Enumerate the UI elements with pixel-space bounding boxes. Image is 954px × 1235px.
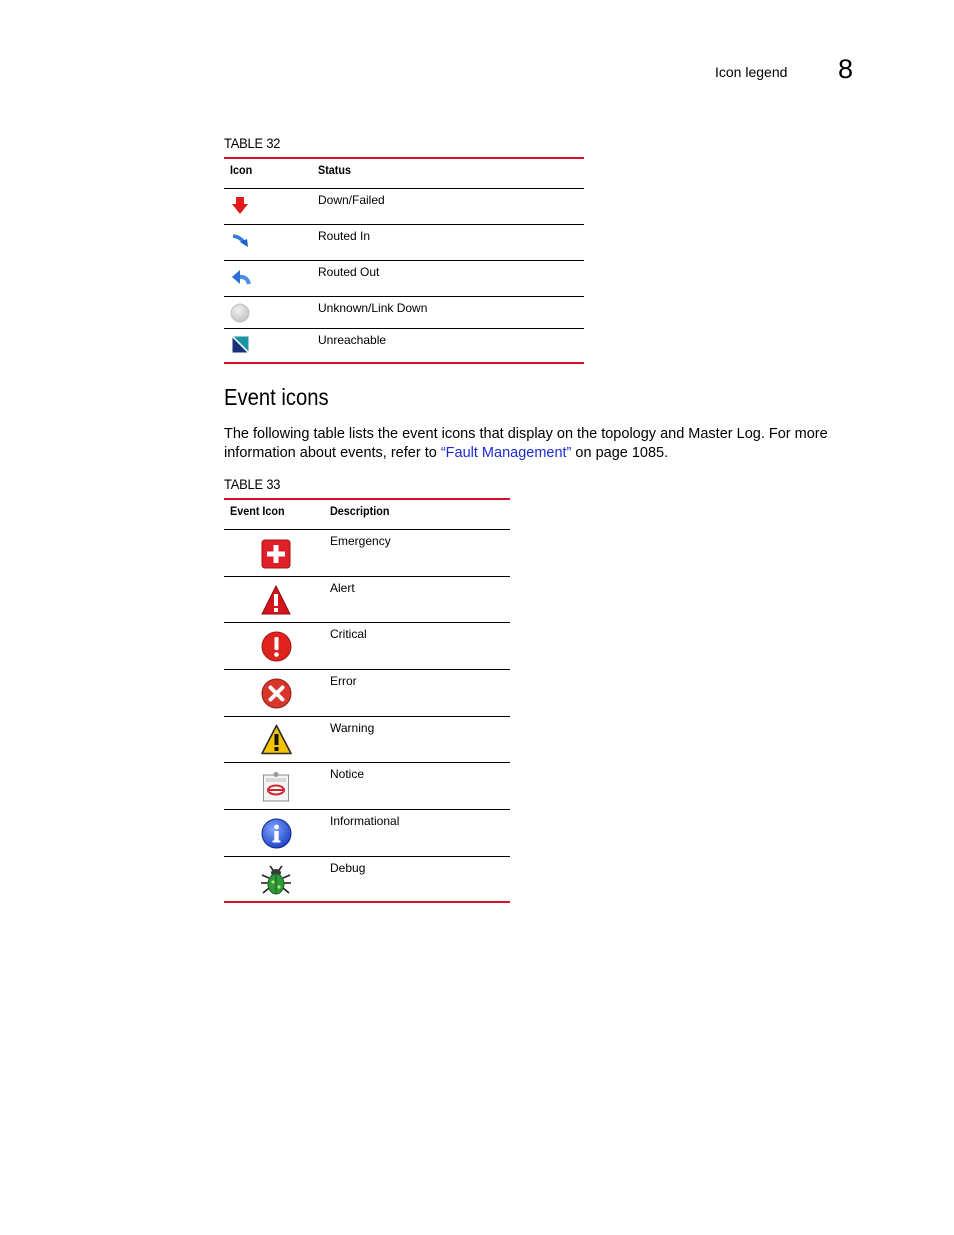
table-row <box>224 224 584 260</box>
paragraph-text: The following table lists the event icons that display on the topology and Master Log. For more information about events, refer to <box>224 426 828 461</box>
status-label: Routed In <box>318 228 371 243</box>
description-label: Warning <box>330 720 375 735</box>
fault-management-link[interactable]: “Fault Management” <box>440 445 572 461</box>
teal-unreachable-square-icon <box>232 336 249 353</box>
table-row <box>224 622 510 669</box>
table-33-header-icon: Event Icon <box>230 504 285 518</box>
blue-routed-in-arrow-icon <box>232 234 250 250</box>
table-row <box>224 856 510 902</box>
table-row <box>224 188 584 224</box>
warning-triangle-icon <box>261 724 292 755</box>
chapter-number: 8 <box>838 54 854 84</box>
table-32 <box>224 157 584 364</box>
table-row <box>224 716 510 762</box>
alert-triangle-icon <box>261 585 291 615</box>
table-row <box>224 328 584 363</box>
emergency-plus-icon <box>261 539 291 569</box>
table-33-header-row <box>224 499 510 529</box>
error-x-icon <box>261 678 292 709</box>
red-down-arrow-icon <box>231 196 249 216</box>
description-label: Debug <box>330 860 366 875</box>
table-row <box>224 809 510 856</box>
body-paragraph <box>224 425 849 463</box>
table-32-header-status: Status <box>318 163 352 177</box>
table-row <box>224 296 584 328</box>
description-label: Informational <box>330 813 400 828</box>
table-33-header-description: Description <box>330 504 390 518</box>
status-label: Down/Failed <box>318 192 385 207</box>
table-row <box>224 576 510 622</box>
description-label: Alert <box>330 580 355 595</box>
description-label: Error <box>330 673 357 688</box>
description-label: Emergency <box>330 533 391 548</box>
blue-routed-out-arrow-icon <box>231 269 251 286</box>
status-label: Unknown/Link Down <box>318 300 428 315</box>
table-32-header-icon: Icon <box>230 163 253 177</box>
notice-clipboard-icon <box>262 771 290 802</box>
table-row <box>224 669 510 716</box>
section-title: Event icons <box>224 384 329 410</box>
table-row <box>224 529 510 576</box>
description-label: Critical <box>330 626 367 641</box>
critical-exclamation-icon <box>261 631 292 662</box>
status-label: Routed Out <box>318 264 380 279</box>
status-label: Unreachable <box>318 332 387 347</box>
info-circle-icon <box>261 818 292 849</box>
table-32-caption: TABLE 32 <box>224 135 281 151</box>
description-label: Notice <box>330 766 365 781</box>
debug-bug-icon <box>260 865 292 897</box>
gray-circle-icon <box>230 303 250 323</box>
table-row <box>224 260 584 296</box>
running-header-title: Icon legend <box>715 64 788 80</box>
table-32-header-row <box>224 158 584 188</box>
table-33-caption: TABLE 33 <box>224 476 281 492</box>
table-33 <box>224 498 510 903</box>
table-row <box>224 762 510 809</box>
paragraph-text-end: on page 1085. <box>571 445 669 461</box>
